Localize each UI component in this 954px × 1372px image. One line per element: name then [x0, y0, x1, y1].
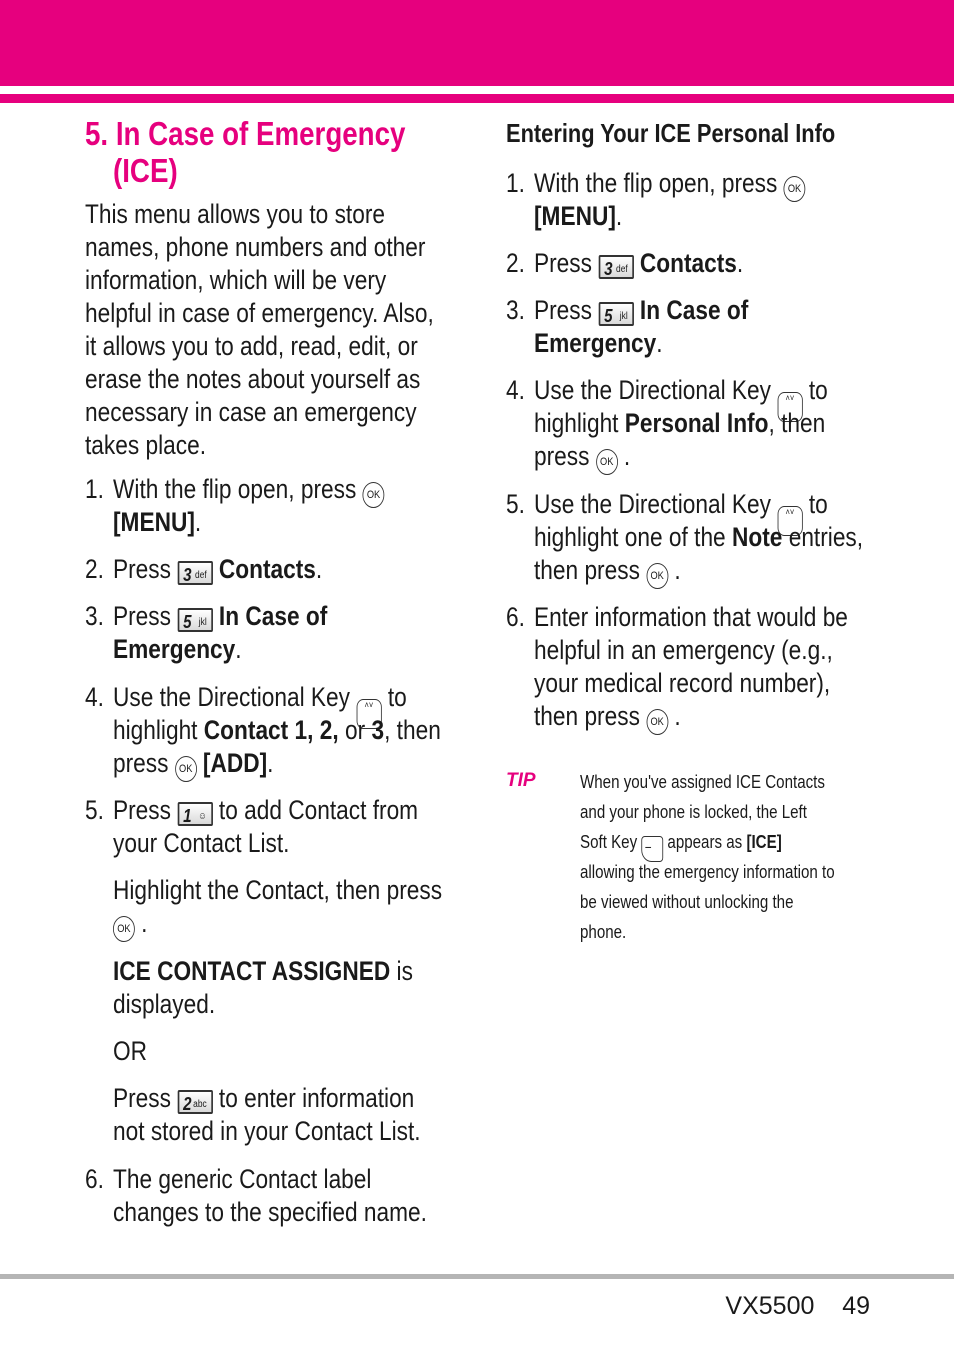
tip-label: TIP — [506, 770, 536, 791]
header-rule — [0, 94, 954, 103]
ok-key-icon: OK — [363, 482, 385, 508]
section-title: 5. In Case of Emergency — [85, 115, 406, 152]
key-5-icon: 5 jkl — [598, 302, 633, 326]
page-footer — [725, 1292, 870, 1321]
model-name: VX5500 — [725, 1292, 815, 1320]
key-5-icon: 5 jkl — [177, 608, 212, 632]
section-title-line2: (ICE) — [113, 152, 178, 189]
key-1-voicemail-icon: 1 ☺ — [177, 802, 212, 826]
subsection-title: Entering Your ICE Personal Info — [506, 118, 836, 148]
ok-key-icon: OK — [646, 563, 668, 589]
directional-key-icon: ˄˅ — [777, 506, 802, 536]
key-2-icon: 2 abc — [177, 1090, 212, 1114]
ok-key-icon: OK — [596, 449, 618, 475]
left-soft-key-icon: − — [641, 836, 663, 862]
header-band — [0, 0, 954, 86]
ok-key-icon: OK — [784, 176, 806, 202]
key-3-icon: 3 def — [598, 255, 633, 279]
key-3-icon: 3 def — [177, 561, 212, 585]
ok-key-icon: OK — [113, 916, 135, 942]
ok-key-icon: OK — [175, 756, 197, 782]
directional-key-icon: ˄˅ — [777, 392, 802, 422]
ok-key-icon: OK — [646, 709, 668, 735]
footer-rule — [0, 1274, 954, 1279]
page-number: 49 — [842, 1292, 870, 1320]
directional-key-icon: ˄˅ — [356, 699, 381, 729]
